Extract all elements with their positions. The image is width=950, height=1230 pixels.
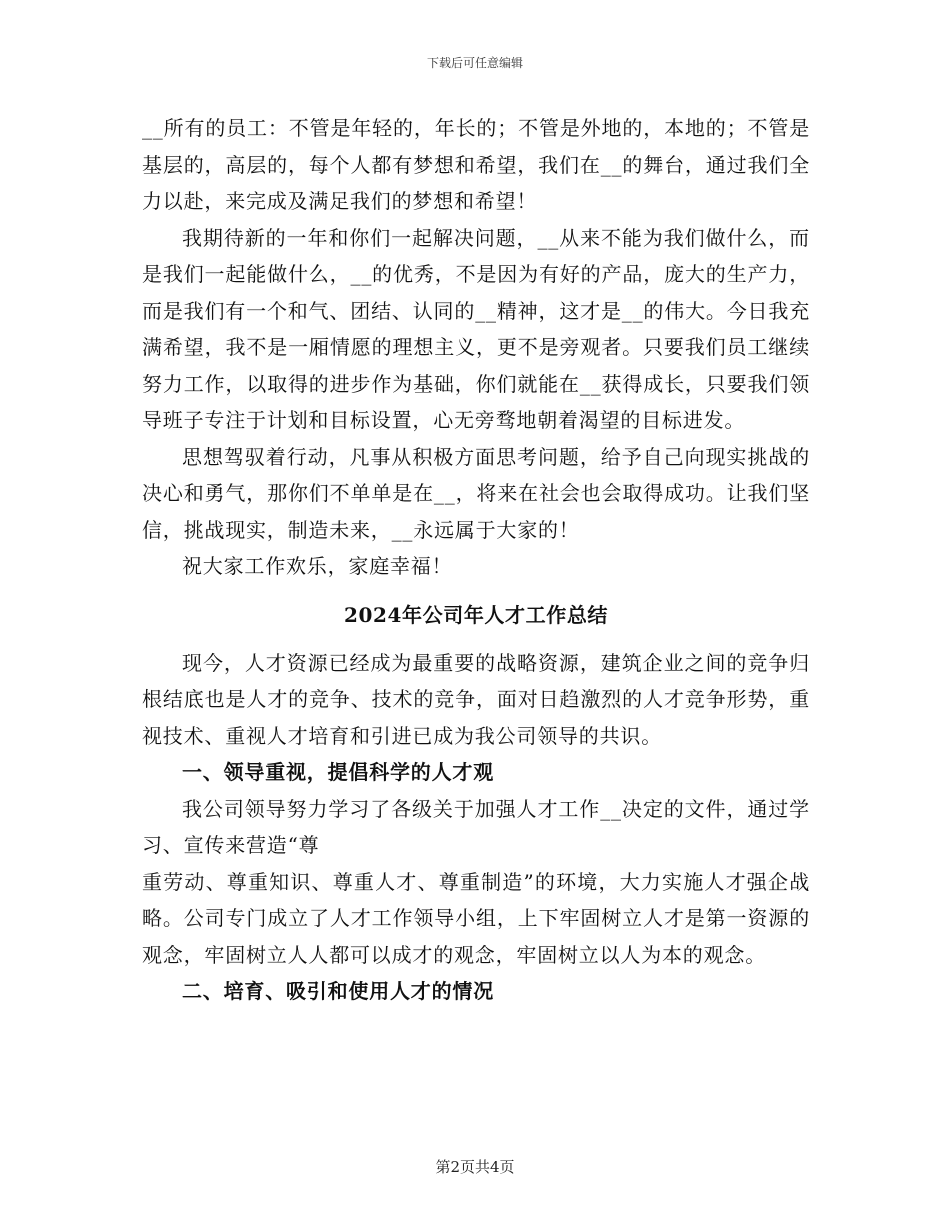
page-number: 第2页共4页 [435,1158,515,1176]
paragraph-employees: __所有的员工：不管是年轻的，年长的；不管是外地的，本地的；不管是基层的，高层的，每个人都有梦想和希望，我们在__的舞台，通过我们全力以赴，来完成及满足我们的梦想和希望！ [142,116,810,213]
paragraph-intro: 现今，人才资源已经成为最重要的战略资源，建筑企业之间的竞争归根结底也是人才的竞争、技术的竞争，面对日趋激烈的人才竞争形势，重视技术、重视人才培育和引进已成为我公司领导的共识。 [142,650,810,748]
paragraph-wishes: 祝大家工作欢乐，家庭幸福！ [182,554,453,578]
section-1-paragraph-2: 重劳动、尊重知识、尊重人才、尊重制造”的环境，大力实施人才强企战略。公司专门成立了人才工作领导小组，上下牢固树立人才是第一资源的观念，牢固树立人人都可以成才的观念，牢固树立以人为本的观念。 [142,869,810,967]
section-heading-2: 二、培育、吸引和使用人才的情况 [182,979,494,1003]
paragraph-mindset: 思想驾驭着行动，凡事从积极方面思考问题，给予自己向现实挑战的决心和勇气，那你们不单单是在__，将来在社会也会取得成功。让我们坚信，挑战现实，制造未来，__永远属于大家的！ [142,444,810,542]
section-1-paragraph-1: 我公司领导努力学习了各级关于加强人才工作__决定的文件，通过学习、宣传来营造“尊 [142,796,810,857]
section-heading-1: 一、领导重视，提倡科学的人才观 [182,760,494,784]
document-body [142,110,810,1010]
page-header-note: 下载后可任意编辑 [426,56,523,70]
paragraph-expectation: 我期待新的一年和你们一起解决问题，__从来不能为我们做什么，而是我们一起能做什么，__的优秀，不是因为有好的产品，庞大的生产力，而是我们有一个和气、团结、认同的__精神，这才是__的伟大。今日我充满希望，我不是一厢情愿的理想主义，更不是旁观者。只要我们员工继续努力工作，以取得的进步作为基础，你们就能在__获得成长，只要我们领导班子专注于计划和目标设置，心无旁骛地朝着渴望的目标进发。 [142,225,810,432]
document-title: 2024年公司年人才工作总结 [343,602,609,627]
